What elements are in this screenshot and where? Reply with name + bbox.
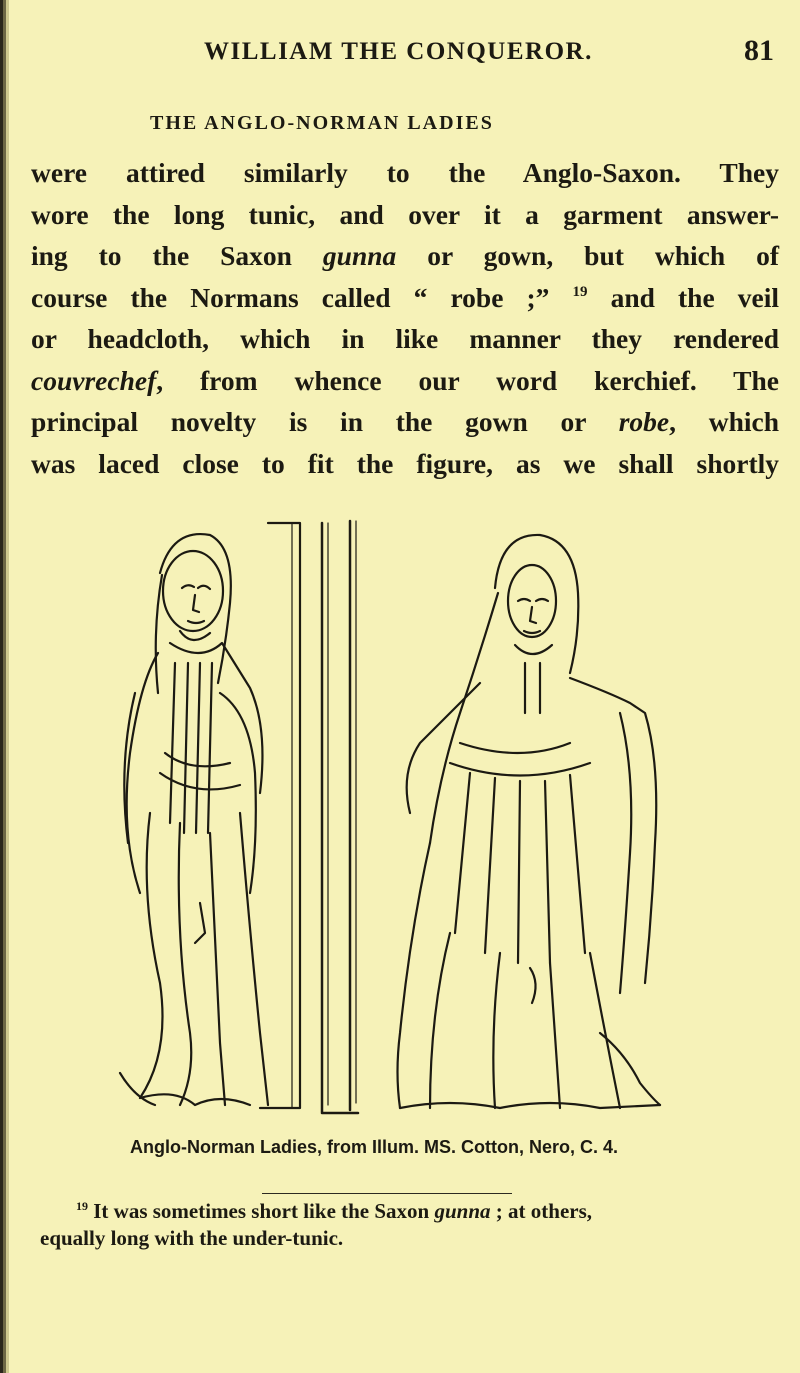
page-number: 81 <box>744 34 774 67</box>
italic-term: gunna <box>322 240 397 271</box>
footnote-line <box>40 1198 780 1225</box>
body-line <box>31 235 779 277</box>
body-line: or headcloth, which in like manner they rendered <box>31 323 779 354</box>
text-run: principal novelty is in the gown or <box>31 406 619 437</box>
body-line <box>31 277 779 319</box>
right-figure <box>398 535 661 1108</box>
anglo-norman-ladies-engraving <box>100 513 670 1133</box>
footnote-ref: 19 <box>572 283 588 300</box>
figure-caption: Anglo-Norman Ladies, from Illum. MS. Cotton, Nero, C. 4. <box>130 1137 619 1157</box>
page-edge <box>0 0 9 1373</box>
body-line: was laced close to fit the figure, as we shall shortly <box>31 447 779 479</box>
italic-term: couvrechef <box>31 364 157 396</box>
text-run: It was sometimes short like the Saxon <box>88 1199 435 1223</box>
text-run: ing to the Saxon <box>31 240 323 271</box>
italic-term: gunna <box>434 1199 491 1223</box>
text-run: ; at others, <box>490 1199 593 1223</box>
footnote-line: equally long with the under-tunic. <box>40 1226 344 1250</box>
footnote-rule <box>262 1193 512 1194</box>
footnote <box>40 1198 780 1252</box>
body-line <box>31 401 779 443</box>
footnote-number: 19 <box>76 1199 88 1213</box>
body-line <box>31 360 779 402</box>
text-run: and the veil <box>587 281 780 313</box>
left-figure <box>120 534 268 1105</box>
text-run: , from whence our word kerchief. The <box>156 364 779 396</box>
italic-term: robe <box>618 406 670 437</box>
running-title: WILLIAM THE CONQUEROR. <box>204 38 593 65</box>
text-run: course the Normans called “ robe ;” <box>31 281 573 313</box>
text-run: , which <box>669 406 780 437</box>
text-run: or gown, but which of <box>396 240 779 271</box>
body-paragraph <box>31 152 779 484</box>
body-line: wore the long tunic, and over it a garment answer- <box>31 198 779 230</box>
section-title: THE ANGLO-NORMAN LADIES <box>150 112 494 134</box>
body-line: were attired similarly to the Anglo-Saxon. They <box>31 157 779 188</box>
